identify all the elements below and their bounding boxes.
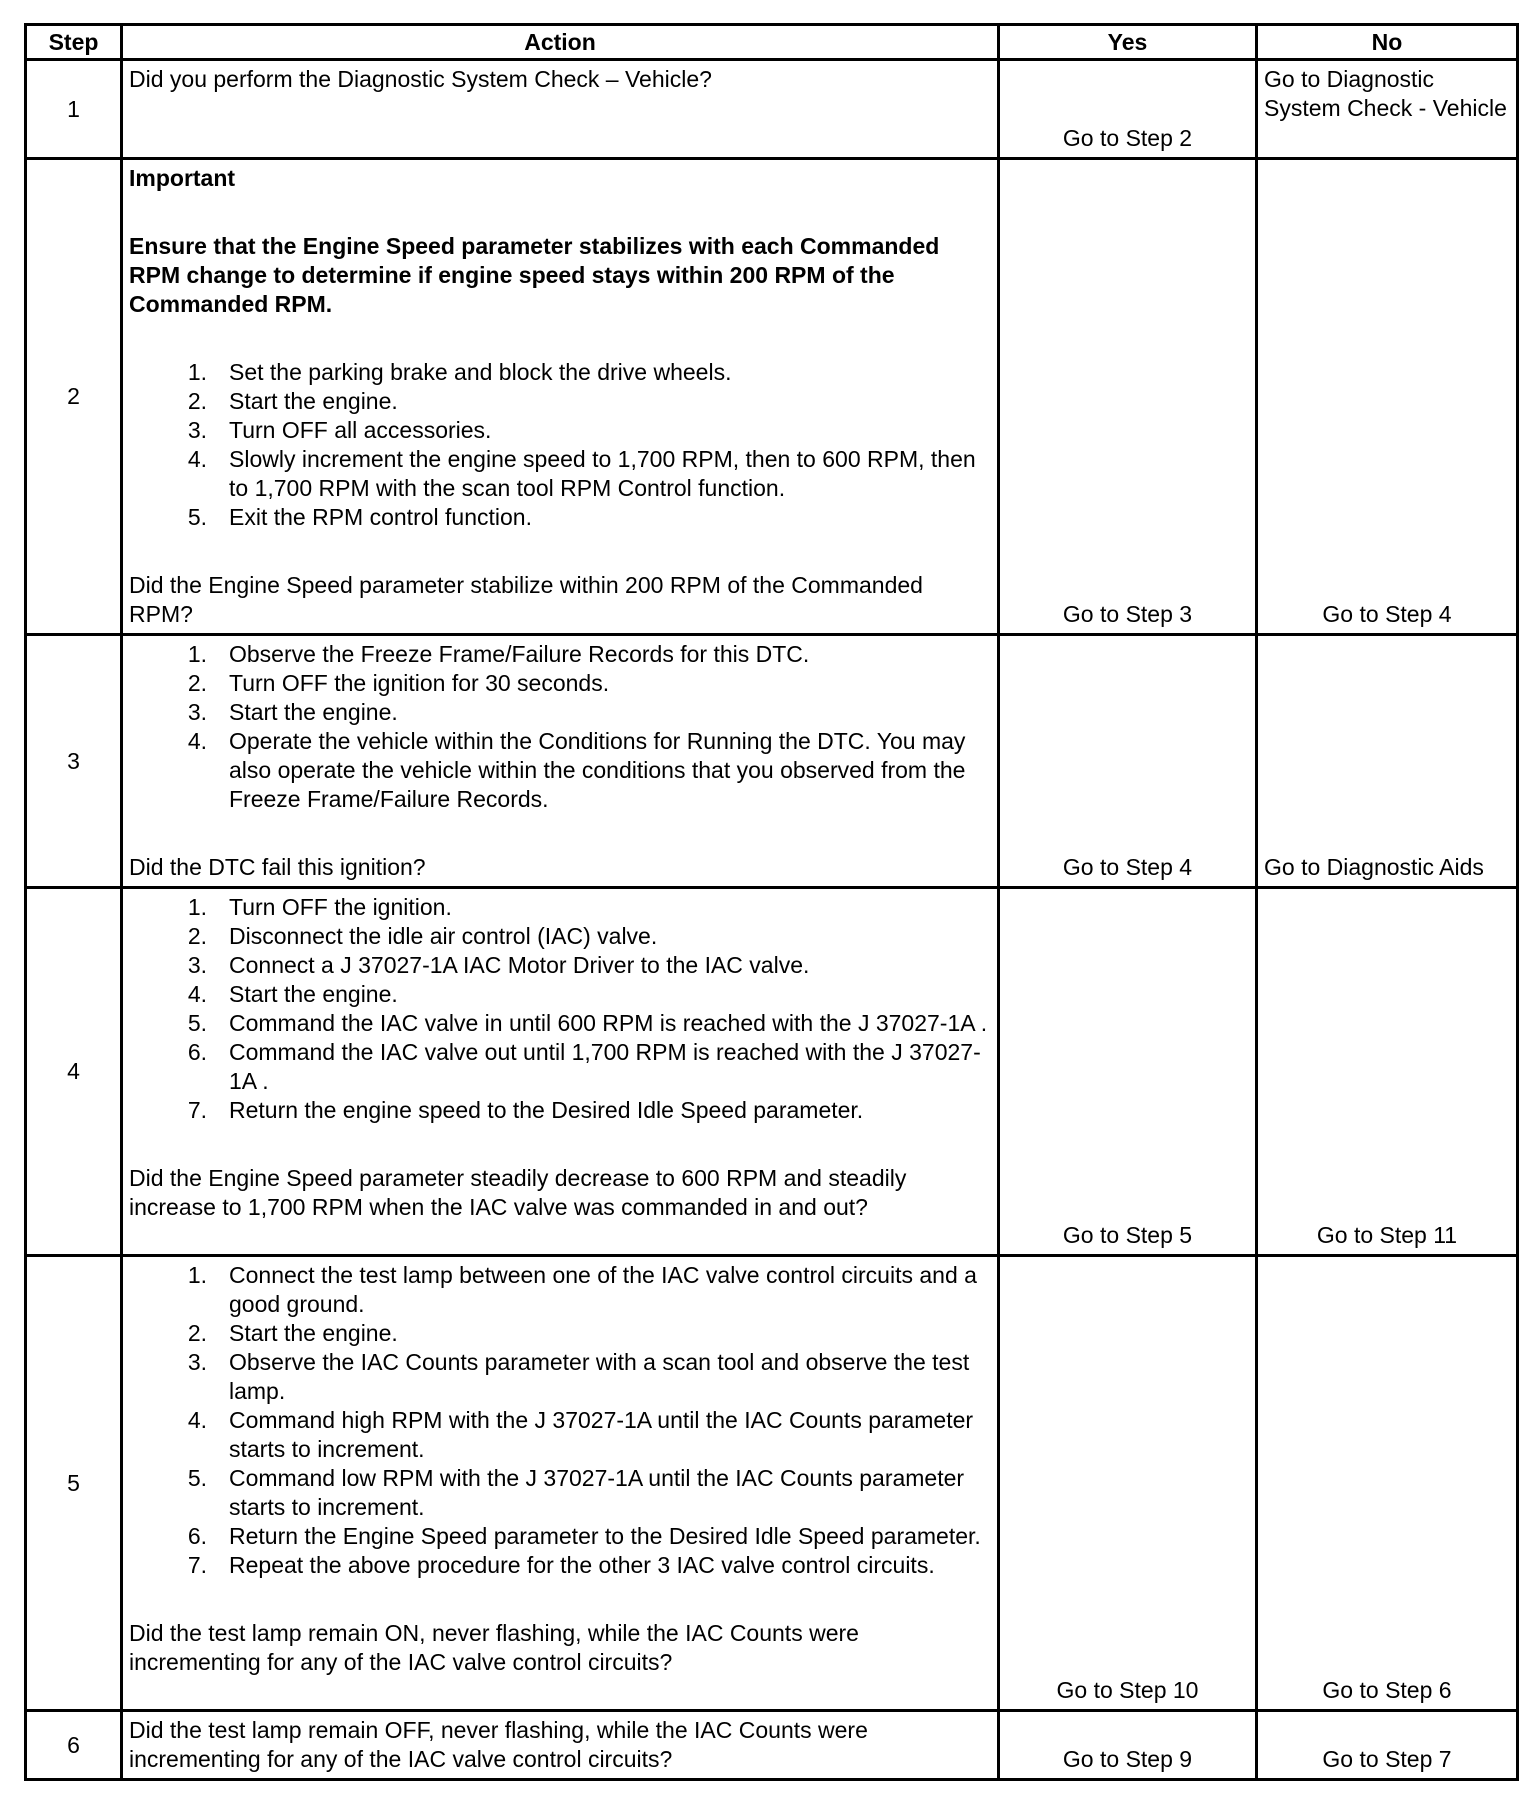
list-item: 2. Start the engine. <box>187 1320 398 1346</box>
step-question: Did the test lamp remain ON, never flashing, while the IAC Counts were incrementing for any of the IAC valve control circuits? <box>129 1620 859 1675</box>
action-cell <box>122 1256 999 1711</box>
instruction-list <box>129 1261 991 1580</box>
no-link[interactable]: Go to Step 4 <box>1257 159 1518 635</box>
step-number: 3 <box>26 635 122 888</box>
yes-link[interactable]: Go to Step 2 <box>999 60 1257 159</box>
diagnostic-table <box>24 23 1519 1781</box>
step-question: Did the Engine Speed parameter steadily decrease to 600 RPM and steadily increase to 1,700 RPM when the IAC valve was commanded in and out? <box>129 1165 907 1220</box>
action-cell <box>122 888 999 1256</box>
step-number: 5 <box>26 1256 122 1711</box>
no-link[interactable]: Go to Diagnostic System Check - Vehicle <box>1257 60 1518 159</box>
no-link[interactable]: Go to Step 7 <box>1257 1711 1518 1780</box>
list-item: 7. Repeat the above procedure for the other 3 IAC valve control circuits. <box>187 1552 935 1578</box>
list-item: 1. Connect the test lamp between one of the IAC valve control circuits and a good ground. <box>187 1262 977 1317</box>
step-question: Did the DTC fail this ignition? <box>129 854 426 880</box>
step-number: 4 <box>26 888 122 1256</box>
list-item: 7. Return the engine speed to the Desired Idle Speed parameter. <box>187 1097 864 1123</box>
action-cell <box>122 159 999 635</box>
step-number: 2 <box>26 159 122 635</box>
list-item: 6. Command the IAC valve out until 1,700 RPM is reached with the J 37027-1A . <box>187 1039 981 1094</box>
header-step: Step <box>26 25 122 60</box>
table-row-step-5 <box>26 1256 1518 1711</box>
table-row-step-1 <box>26 60 1518 159</box>
list-item: 5. Exit the RPM control function. <box>187 504 532 530</box>
action-cell <box>122 635 999 888</box>
table-row-step-6 <box>26 1711 1518 1780</box>
list-item: 4. Operate the vehicle within the Conditions for Running the DTC. You may also operate the vehicle within the conditions that you observed from the Freeze Frame/Failure Records. <box>187 728 966 812</box>
no-link[interactable]: Go to Step 11 <box>1257 888 1518 1256</box>
header-action: Action <box>122 25 999 60</box>
table-row-step-3 <box>26 635 1518 888</box>
yes-link[interactable]: Go to Step 9 <box>999 1711 1257 1780</box>
no-link[interactable]: Go to Diagnostic Aids <box>1257 635 1518 888</box>
action-cell <box>122 60 999 159</box>
important-note: Ensure that the Engine Speed parameter stabilizes with each Commanded RPM change to determine if engine speed stays within 200 RPM of the Commanded RPM. <box>129 233 940 317</box>
list-item: 5. Command low RPM with the J 37027-1A until the IAC Counts parameter starts to increment. <box>187 1465 965 1520</box>
instruction-list <box>129 893 991 1125</box>
no-link[interactable]: Go to Step 6 <box>1257 1256 1518 1711</box>
list-item: 1. Turn OFF the ignition. <box>187 894 452 920</box>
table-row-step-2 <box>26 159 1518 635</box>
step-number: 1 <box>26 60 122 159</box>
list-item: 1. Observe the Freeze Frame/Failure Records for this DTC. <box>187 641 810 667</box>
list-item: 1. Set the parking brake and block the drive wheels. <box>187 359 732 385</box>
list-item: 2. Disconnect the idle air control (IAC) valve. <box>187 923 658 949</box>
list-item: 2. Start the engine. <box>187 388 398 414</box>
list-item: 6. Return the Engine Speed parameter to the Desired Idle Speed parameter. <box>187 1523 981 1549</box>
yes-link[interactable]: Go to Step 3 <box>999 159 1257 635</box>
list-item: 3. Turn OFF all accessories. <box>187 417 492 443</box>
list-item: 4. Start the engine. <box>187 981 398 1007</box>
header-row <box>26 25 1518 60</box>
list-item: 4. Slowly increment the engine speed to 1,700 RPM, then to 600 RPM, then to 1,700 RPM with the scan tool RPM Control function. <box>187 446 976 501</box>
step-question: Did you perform the Diagnostic System Check – Vehicle? <box>129 66 712 92</box>
important-label: Important <box>129 165 236 191</box>
yes-link[interactable]: Go to Step 10 <box>999 1256 1257 1711</box>
header-yes: Yes <box>999 25 1257 60</box>
step-number: 6 <box>26 1711 122 1780</box>
header-no: No <box>1257 25 1518 60</box>
list-item: 2. Turn OFF the ignition for 30 seconds. <box>187 670 610 696</box>
instruction-list <box>129 640 991 814</box>
instruction-list <box>129 358 991 532</box>
list-item: 4. Command high RPM with the J 37027-1A until the IAC Counts parameter starts to increment. <box>187 1407 974 1462</box>
action-cell <box>122 1711 999 1780</box>
list-item: 5. Command the IAC valve in until 600 RPM is reached with the J 37027-1A . <box>187 1010 988 1036</box>
yes-link[interactable]: Go to Step 5 <box>999 888 1257 1256</box>
step-question: Did the Engine Speed parameter stabilize within 200 RPM of the Commanded RPM? <box>129 572 923 627</box>
table-row-step-4 <box>26 888 1518 1256</box>
list-item: 3. Observe the IAC Counts parameter with a scan tool and observe the test lamp. <box>187 1349 970 1404</box>
list-item: 3. Connect a J 37027-1A IAC Motor Driver to the IAC valve. <box>187 952 810 978</box>
list-item: 3. Start the engine. <box>187 699 398 725</box>
yes-link[interactable]: Go to Step 4 <box>999 635 1257 888</box>
step-question: Did the test lamp remain OFF, never flashing, while the IAC Counts were incrementing for any of the IAC valve control circuits? <box>129 1717 868 1772</box>
